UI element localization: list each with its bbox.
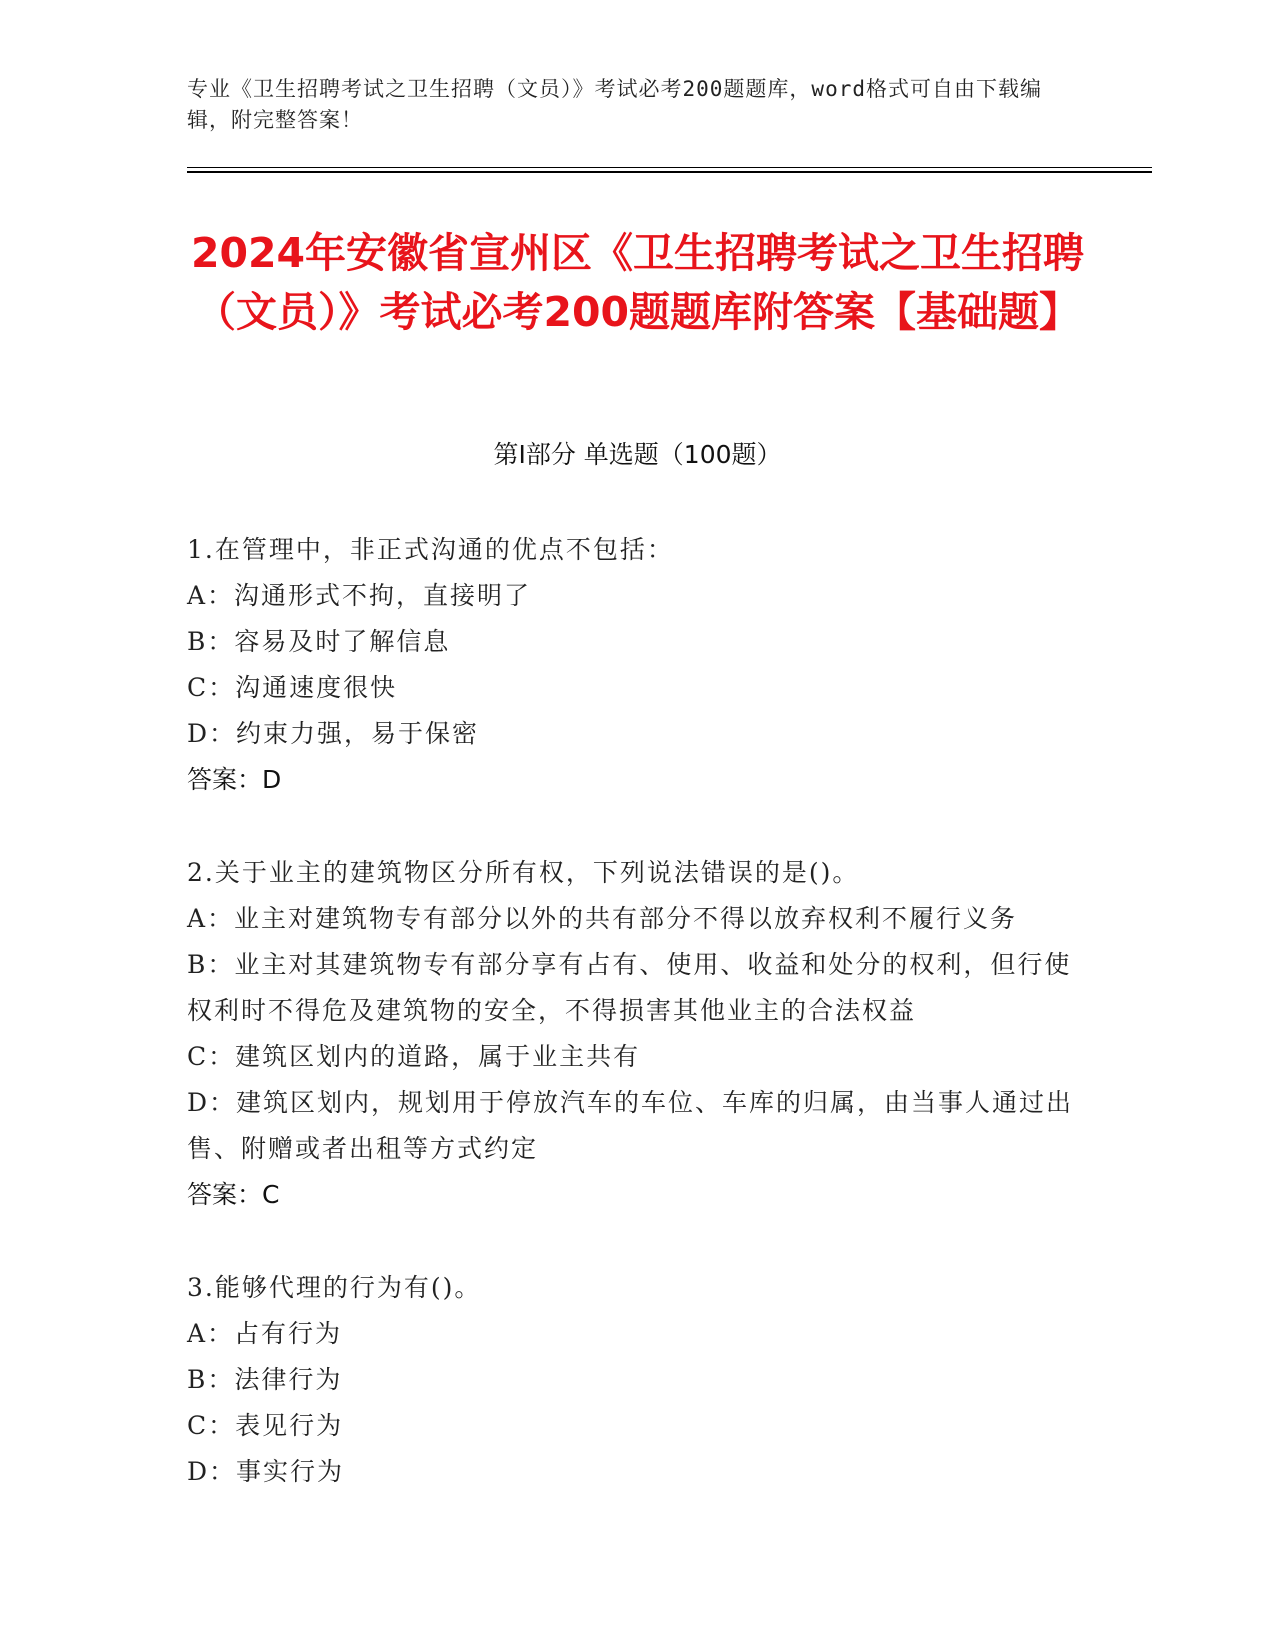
header-note: 专业《卫生招聘考试之卫生招聘（文员）》考试必考200题题库，word格式可自由下载编辑，附完整答案！: [187, 77, 1042, 132]
option-d: D：事实行为: [187, 1457, 345, 1486]
option-b: B：业主对其建筑物专有部分享有占有、使用、收益和处分的权利，但行使权利时不得危及建筑物的安全，不得损害其他业主的合法权益: [187, 950, 1072, 1025]
option-b: B：容易及时了解信息: [187, 627, 451, 656]
question-list: [187, 527, 1087, 1542]
option-c: C：表见行为: [187, 1411, 344, 1440]
header-rule-thick: [187, 171, 1152, 173]
question-3: [187, 1265, 1087, 1495]
option-a: A：沟通形式不拘，直接明了: [187, 581, 532, 610]
option-b: B：法律行为: [187, 1365, 343, 1394]
option-a: A：业主对建筑物专有部分以外的共有部分不得以放弃权利不履行义务: [187, 904, 1018, 933]
question-2: [187, 850, 1087, 1218]
answer: 答案：D: [187, 765, 282, 794]
question-stem: 1.在管理中，非正式沟通的优点不包括：: [187, 535, 674, 564]
question-stem: 3.能够代理的行为有()。: [187, 1273, 482, 1302]
option-d: D：约束力强，易于保密: [187, 719, 480, 748]
question-stem: 2.关于业主的建筑物区分所有权，下列说法错误的是()。: [187, 858, 860, 887]
document-title: 2024年安徽省宣州区《卫生招聘考试之卫生招聘（文员）》考试必考200题题库附答案【基础题】: [190, 229, 1085, 336]
answer: 答案：C: [187, 1180, 280, 1209]
section-title: 第Ⅰ部分 单选题（100题）: [493, 440, 782, 469]
header-rule-thin: [187, 167, 1152, 168]
option-c: C：建筑区划内的道路，属于业主共有: [187, 1042, 641, 1071]
option-d: D：建筑区划内，规划用于停放汽车的车位、车库的归属，由当事人通过出售、附赠或者出租等方式约定: [187, 1088, 1074, 1163]
option-a: A：占有行为: [187, 1319, 343, 1348]
question-1: [187, 527, 1087, 803]
option-c: C：沟通速度很快: [187, 673, 398, 702]
